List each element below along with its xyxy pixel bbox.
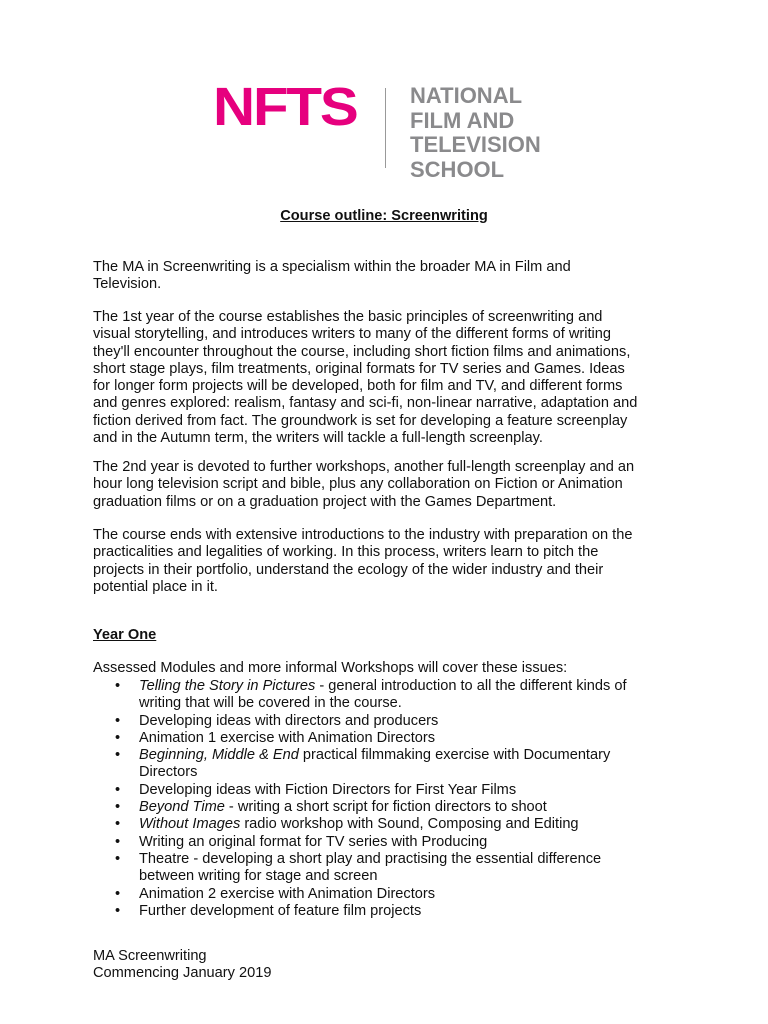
year-one-list <box>93 678 693 920</box>
item-text: Animation 2 exercise with Animation Directors <box>139 885 436 902</box>
item-text: Developing ideas with directors and producers <box>139 712 439 729</box>
bullet-icon: • <box>115 678 121 694</box>
item-text: Further development of feature film projects <box>139 902 422 919</box>
item-text-cont: Directors <box>139 764 198 781</box>
paragraph-line: graduation films or on a graduation project with the Games Department. <box>93 493 557 510</box>
list-item <box>93 782 693 799</box>
heading-year-one: Year One <box>93 627 157 643</box>
item-text-cont: writing that will be covered in the course. <box>139 695 402 712</box>
item-text: Theatre - developing a short play and practising the essential difference <box>139 850 602 867</box>
paragraph-line: hour long television script and bible, plus any collaboration on Fiction or Animation <box>93 476 623 493</box>
list-item <box>93 678 693 713</box>
footer <box>93 948 693 983</box>
bullet-icon: • <box>115 902 121 919</box>
module-title: Telling the Story in Pictures <box>139 678 316 694</box>
logo-school-name <box>410 84 541 182</box>
paragraph-line: they'll encounter throughout the course, including short fiction films and animations, <box>93 343 631 360</box>
module-title: Beginning, Middle & End <box>139 747 299 764</box>
paragraph-line: and genres explored: realism, fantasy and sci-fi, non-linear narrative, adaptation and <box>93 395 638 412</box>
bullet-icon: • <box>115 712 121 729</box>
logo-divider <box>385 88 386 168</box>
paragraph-line: practicalities and legalities of working. In this process, writers learn to pitch the <box>93 544 599 561</box>
paragraph-line: The 2nd year is devoted to further workshops, another full-length screenplay and an <box>93 459 635 475</box>
bullet-icon: • <box>115 799 121 816</box>
paragraph-year1 <box>93 309 693 447</box>
paragraph-line: projects in their portfolio, understand the ecology of the wider industry and their <box>93 561 604 578</box>
paragraph-line: Television. <box>93 276 162 293</box>
paragraph-line: potential place in it. <box>93 578 218 595</box>
bullet-icon: • <box>115 729 121 746</box>
paragraph-line: The MA in Screenwriting is a specialism within the broader MA in Film and <box>93 259 571 275</box>
footer-date: Commencing January 2019 <box>93 965 272 982</box>
paragraph-year2 <box>93 459 693 511</box>
list-item <box>93 816 693 833</box>
item-text: - general introduction to all the different kinds of <box>315 678 627 694</box>
item-text: Developing ideas with Fiction Directors for First Year Films <box>139 781 517 798</box>
bullet-icon: • <box>115 833 121 850</box>
item-text: practical filmmaking exercise with Documentary <box>298 747 611 764</box>
paragraph-line: The course ends with extensive introductions to the industry with preparation on the <box>93 527 633 543</box>
paragraph-line: The 1st year of the course establishes the basic principles of screenwriting and <box>93 309 603 325</box>
list-item <box>93 713 693 730</box>
module-title: Without Images <box>139 816 241 833</box>
item-text: Writing an original format for TV series with Producing <box>139 833 488 850</box>
nfts-logo-mark: NFTS <box>213 77 357 137</box>
paragraph-line: and in the Autumn term, the writers will tackle a full-length screenplay. <box>93 430 543 447</box>
bullet-icon: • <box>115 747 121 764</box>
item-text: - writing a short script for fiction directors to shoot <box>224 799 547 816</box>
footer-course: MA Screenwriting <box>93 948 207 964</box>
item-text-cont: between writing for stage and screen <box>139 868 378 885</box>
list-item <box>93 886 693 903</box>
bullet-icon: • <box>115 781 121 798</box>
list-item <box>93 730 693 747</box>
paragraph-line: for longer form projects will be developed, both for film and TV, and different forms <box>93 378 623 395</box>
list-item <box>93 799 693 816</box>
paragraph-line: fiction derived from fact. The groundwork is set for developing a feature screenplay <box>93 412 628 429</box>
logo-line: SCHOOL <box>410 156 505 182</box>
list-item <box>93 903 693 920</box>
module-title: Beyond Time <box>139 799 225 816</box>
item-text: radio workshop with Sound, Composing and Editing <box>240 816 579 833</box>
paragraph-line: short stage plays, film treatments, original formats for TV series and Games. Ideas <box>93 360 625 377</box>
item-text: Animation 1 exercise with Animation Directors <box>139 729 436 746</box>
list-item <box>93 851 693 886</box>
logo-line: TELEVISION <box>410 132 541 157</box>
year-one-intro: Assessed Modules and more informal Workshops will cover these issues: <box>93 660 568 676</box>
logo-line: NATIONAL <box>410 83 523 108</box>
bullet-icon: • <box>115 850 121 867</box>
document-title: Course outline: Screenwriting <box>280 208 488 224</box>
logo-line: FILM AND <box>410 107 515 133</box>
bullet-icon: • <box>115 885 121 902</box>
list-item <box>93 834 693 851</box>
paragraph-line: visual storytelling, and introduces writers to many of the different forms of writing <box>93 326 612 343</box>
paragraph-industry <box>93 527 693 596</box>
paragraph-intro <box>93 259 693 294</box>
bullet-icon: • <box>115 816 121 833</box>
list-item <box>93 747 693 782</box>
